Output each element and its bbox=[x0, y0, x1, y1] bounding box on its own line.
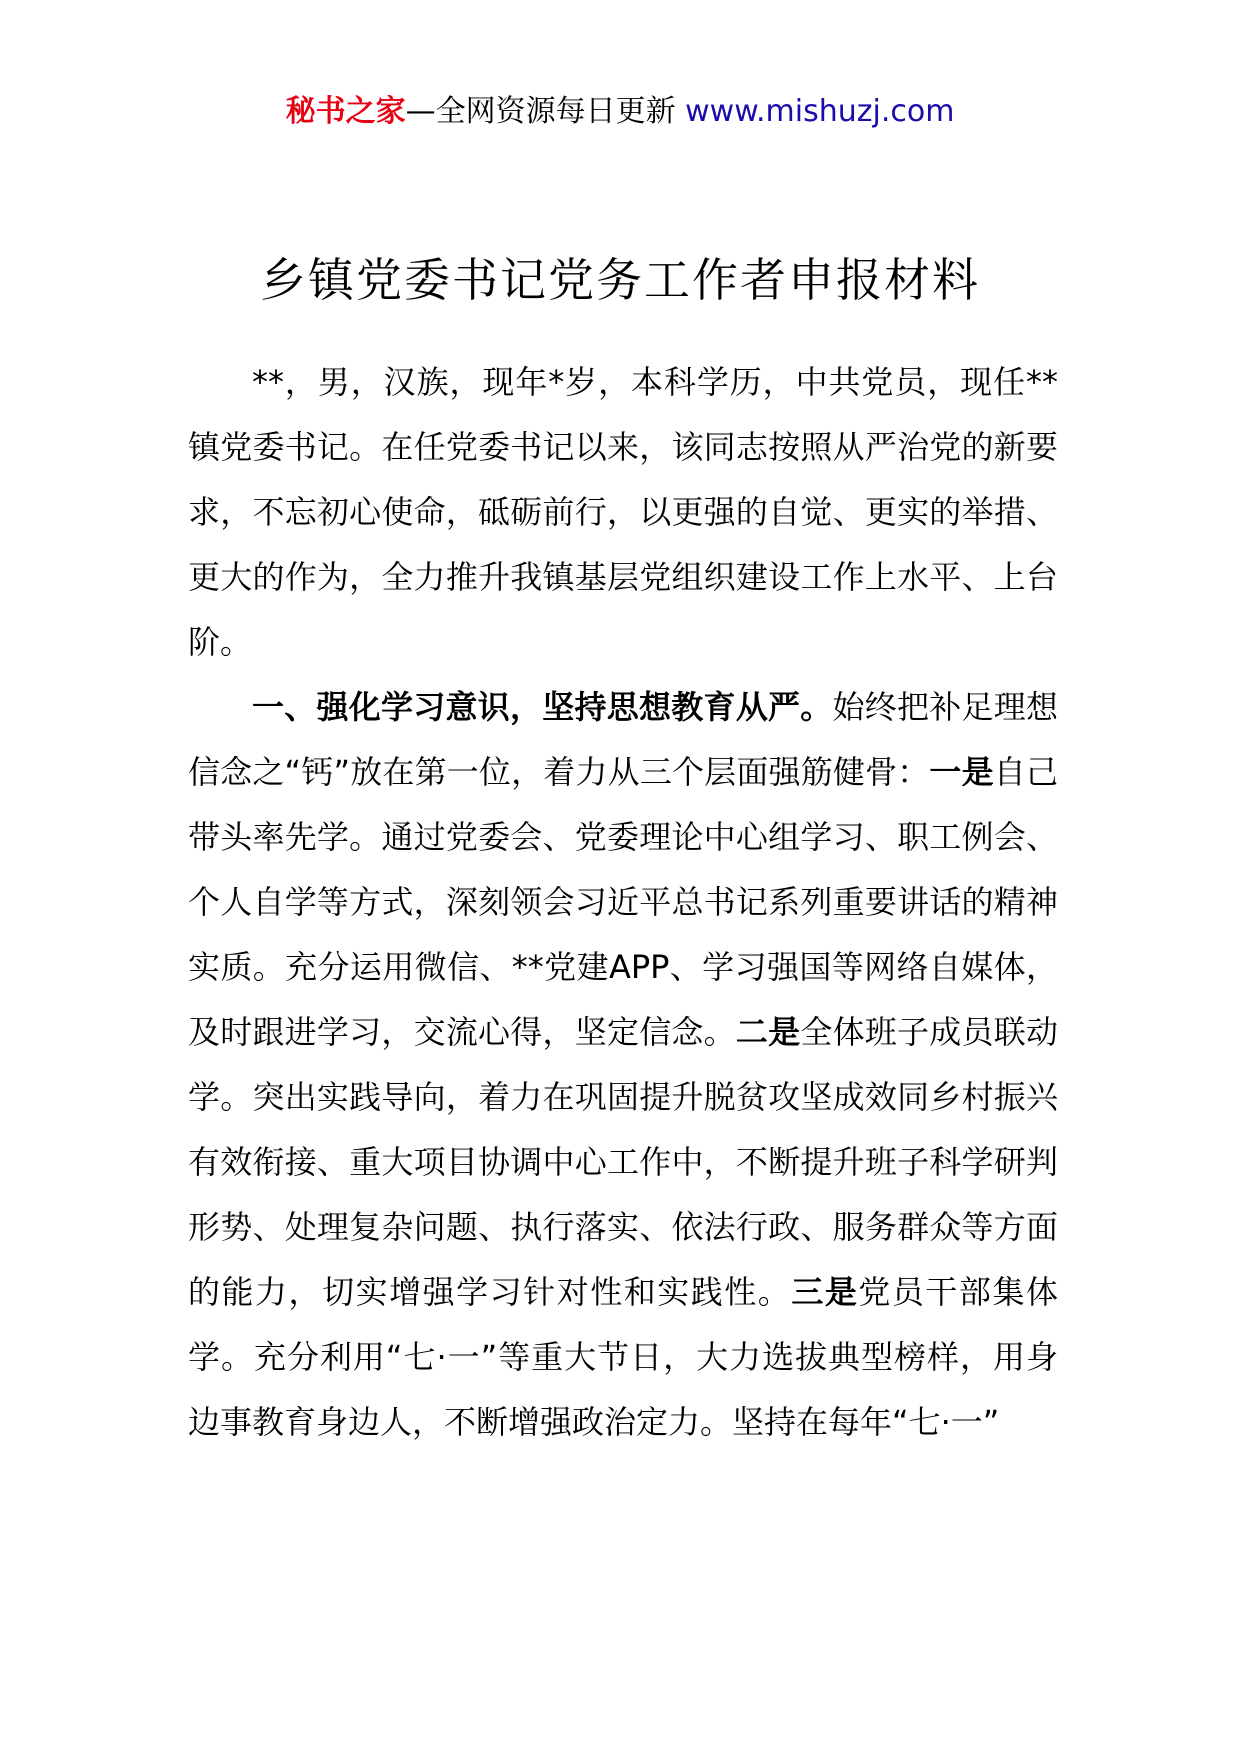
section-1-heading: 一、强化学习意识，坚持思想教育从严。 bbox=[252, 688, 833, 726]
point-1-label: 一是 bbox=[929, 753, 994, 791]
site-url-link[interactable]: www.mishuzj.com bbox=[685, 94, 955, 129]
site-brand: 秘书之家 bbox=[285, 94, 406, 129]
point-3-label: 三是 bbox=[791, 1273, 859, 1311]
point-2-text: 全体班子成员联动学。突出实践导向，着力在巩固提升脱贫攻坚成效同乡村振兴有效衔接、重大项目协调中心工作中，不断提升班子科学研判形势、处理复杂问题、执行落实、依法行政、服务群众等方面的能力，切实增强学习针对性和实践性。 bbox=[188, 1013, 1058, 1311]
document-body bbox=[188, 350, 1058, 1455]
site-header bbox=[0, 92, 1240, 132]
section-1-paragraph bbox=[188, 675, 1058, 1455]
point-2-label: 二是 bbox=[735, 1013, 801, 1051]
intro-paragraph: **，男，汉族，现年*岁，本科学历，中共党员，现任**镇党委书记。在任党委书记以来，该同志按照从严治党的新要求，不忘初心使命，砥砺前行，以更强的自觉、更实的举措、更大的作为，全力推升我镇基层党组织建设工作上水平、上台阶。 bbox=[188, 363, 1058, 661]
section-1-lead: 始终把补足理想信念之“钙”放在第一位，着力从三个层面强筋健骨： bbox=[188, 688, 1058, 791]
site-tagline: —全网资源每日更新 bbox=[405, 94, 686, 129]
point-1-text: 自己带头率先学。通过党委会、党委理论中心组学习、职工例会、个人自学等方式，深刻领会习近平总书记系列重要讲话的精神实质。充分运用微信、**党建APP、学习强国等网络自媒体，及时跟进学习，交流心得，坚定信念。 bbox=[188, 753, 1058, 1051]
document-title: 乡镇党委书记党务工作者申报材料 bbox=[260, 253, 980, 307]
point-3-text: 党员干部集体学。充分利用“七·一”等重大节日，大力选拔典型榜样，用身边事教育身边人，不断增强政治定力。坚持在每年“七·一” bbox=[188, 1273, 1058, 1441]
